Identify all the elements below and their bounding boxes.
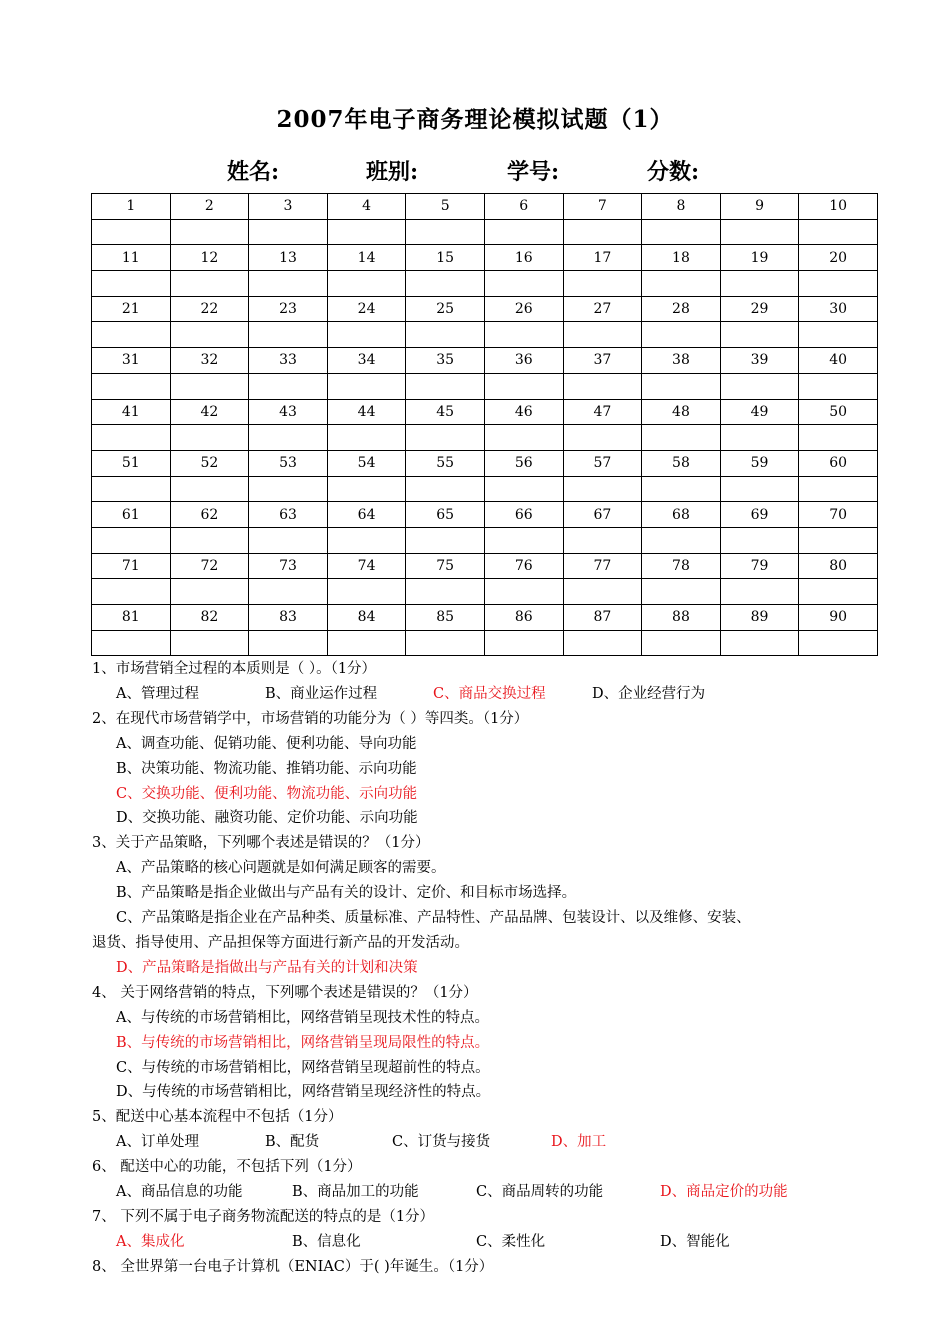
answer-cell[interactable] xyxy=(484,425,563,451)
answer-cell[interactable] xyxy=(799,219,878,245)
question-5-stem: 5、配送中心基本流程中不包括（1分） xyxy=(92,1109,343,1126)
question-number-cell: 30 xyxy=(799,296,878,322)
answer-cell[interactable] xyxy=(327,425,406,451)
question-number-cell: 7 xyxy=(563,194,642,220)
student-id-label: 学号: xyxy=(507,159,560,185)
question-number-cell: 23 xyxy=(249,296,328,322)
question-number-cell: 18 xyxy=(642,245,721,271)
answer-cell[interactable] xyxy=(642,630,721,656)
grid-answer-row xyxy=(92,579,878,605)
question-number-cell: 26 xyxy=(484,296,563,322)
question-number-cell: 25 xyxy=(406,296,485,322)
question-number-cell: 47 xyxy=(563,399,642,425)
question-number-cell: 39 xyxy=(720,348,799,374)
question-number-cell: 61 xyxy=(92,502,171,528)
question-number-cell: 86 xyxy=(484,605,563,631)
answer-cell[interactable] xyxy=(563,373,642,399)
q3-option-d: D、产品策略是指做出与产品有关的计划和决策 xyxy=(116,959,418,976)
question-number-cell: 40 xyxy=(799,348,878,374)
answer-cell[interactable] xyxy=(170,630,249,656)
question-number-cell: 36 xyxy=(484,348,563,374)
answer-cell[interactable] xyxy=(92,579,171,605)
answer-cell[interactable] xyxy=(170,373,249,399)
q1-option-c: C、商品交换过程 xyxy=(433,685,546,702)
question-number-cell: 60 xyxy=(799,450,878,476)
question-number-cell: 56 xyxy=(484,450,563,476)
grid-answer-row xyxy=(92,476,878,502)
answer-cell[interactable] xyxy=(642,425,721,451)
answer-cell[interactable] xyxy=(249,425,328,451)
q1-option-b: B、商业运作过程 xyxy=(265,685,378,702)
question-number-cell: 67 xyxy=(563,502,642,528)
question-number-cell: 57 xyxy=(563,450,642,476)
answer-cell[interactable] xyxy=(406,271,485,297)
q4-option-b: B、与传统的市场营销相比，网络营销呈现局限性的特点。 xyxy=(116,1034,490,1051)
grid-answer-row xyxy=(92,630,878,656)
question-number-cell: 50 xyxy=(799,399,878,425)
question-number-cell: 79 xyxy=(720,553,799,579)
grid-number-row xyxy=(92,194,878,220)
answer-cell[interactable] xyxy=(720,373,799,399)
answer-cell[interactable] xyxy=(799,527,878,553)
answer-cell[interactable] xyxy=(406,373,485,399)
answer-cell[interactable] xyxy=(799,322,878,348)
question-number-cell: 66 xyxy=(484,502,563,528)
q7-option-b: B、信息化 xyxy=(292,1233,361,1250)
answer-cell[interactable] xyxy=(563,322,642,348)
question-number-cell: 6 xyxy=(484,194,563,220)
q4-option-a: A、与传统的市场营销相比，网络营销呈现技术性的特点。 xyxy=(116,1009,489,1026)
answer-cell[interactable] xyxy=(799,476,878,502)
question-number-cell: 43 xyxy=(249,399,328,425)
q4-option-c: C、与传统的市场营销相比，网络营销呈现超前性的特点。 xyxy=(116,1059,490,1076)
answer-cell[interactable] xyxy=(170,322,249,348)
question-number-cell: 13 xyxy=(249,245,328,271)
answer-cell[interactable] xyxy=(720,271,799,297)
question-6-stem: 6、 配送中心的功能，不包括下列（1分） xyxy=(92,1159,362,1176)
answer-cell[interactable] xyxy=(563,476,642,502)
q2-option-b: B、决策功能、物流功能、推销功能、示向功能 xyxy=(116,760,417,777)
question-number-cell: 48 xyxy=(642,399,721,425)
answer-cell[interactable] xyxy=(170,219,249,245)
answer-cell[interactable] xyxy=(484,527,563,553)
answer-cell[interactable] xyxy=(406,425,485,451)
answer-cell[interactable] xyxy=(642,373,721,399)
question-number-cell: 49 xyxy=(720,399,799,425)
answer-cell[interactable] xyxy=(327,219,406,245)
answer-cell[interactable] xyxy=(327,630,406,656)
answer-cell[interactable] xyxy=(484,219,563,245)
grid-answer-row xyxy=(92,219,878,245)
grid-number-row xyxy=(92,450,878,476)
question-number-cell: 89 xyxy=(720,605,799,631)
question-number-cell: 78 xyxy=(642,553,721,579)
question-number-cell: 59 xyxy=(720,450,799,476)
answer-cell[interactable] xyxy=(484,322,563,348)
answer-cell[interactable] xyxy=(799,373,878,399)
q5-option-b: B、配货 xyxy=(265,1134,320,1151)
question-number-cell: 54 xyxy=(327,450,406,476)
answer-cell[interactable] xyxy=(799,630,878,656)
question-number-cell: 1 xyxy=(92,194,171,220)
answer-cell[interactable] xyxy=(406,630,485,656)
question-number-cell: 37 xyxy=(563,348,642,374)
question-number-cell: 24 xyxy=(327,296,406,322)
question-number-cell: 81 xyxy=(92,605,171,631)
q1-option-a: A、管理过程 xyxy=(116,685,199,702)
answer-cell[interactable] xyxy=(170,271,249,297)
question-number-cell: 80 xyxy=(799,553,878,579)
q1-option-d: D、企业经营行为 xyxy=(592,685,706,702)
grid-answer-row xyxy=(92,425,878,451)
question-number-cell: 44 xyxy=(327,399,406,425)
grid-number-row xyxy=(92,553,878,579)
question-number-cell: 27 xyxy=(563,296,642,322)
q2-option-c: C、交换功能、便利功能、物流功能、示向功能 xyxy=(116,785,418,802)
q7-option-a: A、集成化 xyxy=(116,1233,185,1250)
answer-cell[interactable] xyxy=(249,322,328,348)
grid-number-row xyxy=(92,399,878,425)
q3-option-b: B、产品策略是指企业做出与产品有关的设计、定价、和目标市场选择。 xyxy=(116,885,577,902)
answer-cell[interactable] xyxy=(642,322,721,348)
answer-cell[interactable] xyxy=(249,271,328,297)
answer-cell[interactable] xyxy=(249,630,328,656)
answer-cell[interactable] xyxy=(92,476,171,502)
question-number-cell: 21 xyxy=(92,296,171,322)
question-number-cell: 83 xyxy=(249,605,328,631)
grid-number-row xyxy=(92,296,878,322)
question-number-cell: 74 xyxy=(327,553,406,579)
answer-cell[interactable] xyxy=(563,527,642,553)
answer-cell[interactable] xyxy=(720,219,799,245)
answer-cell[interactable] xyxy=(170,527,249,553)
question-number-cell: 69 xyxy=(720,502,799,528)
answer-cell[interactable] xyxy=(720,425,799,451)
question-number-cell: 29 xyxy=(720,296,799,322)
question-number-cell: 84 xyxy=(327,605,406,631)
question-number-cell: 65 xyxy=(406,502,485,528)
answer-cell[interactable] xyxy=(92,373,171,399)
answer-cell[interactable] xyxy=(92,271,171,297)
answer-cell[interactable] xyxy=(642,527,721,553)
question-number-cell: 28 xyxy=(642,296,721,322)
answer-cell[interactable] xyxy=(720,322,799,348)
answer-cell[interactable] xyxy=(249,527,328,553)
question-number-cell: 71 xyxy=(92,553,171,579)
question-number-cell: 62 xyxy=(170,502,249,528)
q2-option-a: A、调查功能、促销功能、便利功能、导向功能 xyxy=(116,735,417,752)
question-6-options xyxy=(92,1180,882,1205)
question-number-cell: 75 xyxy=(406,553,485,579)
answer-cell[interactable] xyxy=(170,579,249,605)
answer-cell[interactable] xyxy=(484,630,563,656)
question-7-stem: 7、 下列不属于电子商务物流配送的特点的是（1分） xyxy=(92,1208,435,1225)
answer-cell[interactable] xyxy=(720,527,799,553)
question-number-cell: 64 xyxy=(327,502,406,528)
question-number-cell: 68 xyxy=(642,502,721,528)
q3-option-c-line1: C、产品策略是指企业在产品种类、质量标准、产品特性、产品品牌、包装设计、以及维修、安装、 xyxy=(116,910,751,927)
q6-option-a: A、商品信息的功能 xyxy=(116,1184,243,1201)
grid-number-row xyxy=(92,245,878,271)
answer-grid xyxy=(91,193,878,656)
question-1-options xyxy=(92,682,882,707)
answer-cell[interactable] xyxy=(563,271,642,297)
answer-cell[interactable] xyxy=(327,271,406,297)
question-number-cell: 45 xyxy=(406,399,485,425)
name-label: 姓名: xyxy=(227,159,280,185)
q6-option-c: C、商品周转的功能 xyxy=(476,1184,604,1201)
question-number-cell: 2 xyxy=(170,194,249,220)
question-number-cell: 90 xyxy=(799,605,878,631)
answer-cell[interactable] xyxy=(484,271,563,297)
question-number-cell: 19 xyxy=(720,245,799,271)
answer-cell[interactable] xyxy=(406,476,485,502)
answer-cell[interactable] xyxy=(92,322,171,348)
question-number-cell: 77 xyxy=(563,553,642,579)
answer-cell[interactable] xyxy=(563,579,642,605)
q3-option-c-line2: 退货、指导使用、产品担保等方面进行新产品的开发活动。 xyxy=(92,934,469,951)
q5-option-c: C、订货与接货 xyxy=(392,1134,491,1151)
question-number-cell: 16 xyxy=(484,245,563,271)
q6-option-d: D、商品定价的功能 xyxy=(660,1184,788,1201)
question-number-cell: 88 xyxy=(642,605,721,631)
question-number-cell: 72 xyxy=(170,553,249,579)
q7-option-d: D、智能化 xyxy=(660,1233,730,1250)
question-number-cell: 10 xyxy=(799,194,878,220)
question-4-stem: 4、 关于网络营销的特点，下列哪个表述是错误的？（1分） xyxy=(92,984,478,1001)
answer-cell[interactable] xyxy=(92,630,171,656)
question-number-cell: 41 xyxy=(92,399,171,425)
question-number-cell: 76 xyxy=(484,553,563,579)
answer-cell[interactable] xyxy=(327,579,406,605)
answer-cell[interactable] xyxy=(799,579,878,605)
answer-cell[interactable] xyxy=(720,630,799,656)
question-number-cell: 9 xyxy=(720,194,799,220)
questions xyxy=(92,657,882,1280)
answer-cell[interactable] xyxy=(327,476,406,502)
question-number-cell: 52 xyxy=(170,450,249,476)
answer-cell[interactable] xyxy=(406,579,485,605)
question-number-cell: 38 xyxy=(642,348,721,374)
score-label: 分数: xyxy=(647,159,700,185)
q6-option-b: B、商品加工的功能 xyxy=(292,1184,419,1201)
q4-option-d: D、与传统的市场营销相比，网络营销呈现经济性的特点。 xyxy=(116,1084,491,1101)
answer-cell[interactable] xyxy=(642,219,721,245)
answer-cell[interactable] xyxy=(327,322,406,348)
answer-cell[interactable] xyxy=(327,527,406,553)
question-2-stem: 2、在现代市场营销学中，市场营销的功能分为（ ）等四类。（1分） xyxy=(92,710,529,727)
answer-cell[interactable] xyxy=(563,219,642,245)
question-number-cell: 3 xyxy=(249,194,328,220)
question-number-cell: 51 xyxy=(92,450,171,476)
grid-number-row xyxy=(92,605,878,631)
q5-option-a: A、订单处理 xyxy=(116,1134,199,1151)
question-number-cell: 46 xyxy=(484,399,563,425)
answer-cell[interactable] xyxy=(249,476,328,502)
question-number-cell: 53 xyxy=(249,450,328,476)
answer-cell[interactable] xyxy=(327,373,406,399)
question-number-cell: 15 xyxy=(406,245,485,271)
answer-cell[interactable] xyxy=(642,476,721,502)
answer-cell[interactable] xyxy=(92,527,171,553)
answer-cell[interactable] xyxy=(484,373,563,399)
question-number-cell: 17 xyxy=(563,245,642,271)
question-number-cell: 12 xyxy=(170,245,249,271)
question-number-cell: 35 xyxy=(406,348,485,374)
answer-cell[interactable] xyxy=(92,425,171,451)
question-number-cell: 87 xyxy=(563,605,642,631)
answer-cell[interactable] xyxy=(484,476,563,502)
question-number-cell: 42 xyxy=(170,399,249,425)
answer-cell[interactable] xyxy=(563,630,642,656)
question-number-cell: 11 xyxy=(92,245,171,271)
page-title: 2007年电子商务理论模拟试题（1） xyxy=(276,106,674,133)
question-7-options xyxy=(92,1230,882,1255)
answer-cell[interactable] xyxy=(249,579,328,605)
answer-cell[interactable] xyxy=(642,271,721,297)
question-number-cell: 22 xyxy=(170,296,249,322)
grid-number-row xyxy=(92,502,878,528)
question-number-cell: 5 xyxy=(406,194,485,220)
answer-cell[interactable] xyxy=(92,219,171,245)
student-info xyxy=(0,155,950,185)
answer-cell[interactable] xyxy=(799,271,878,297)
question-number-cell: 32 xyxy=(170,348,249,374)
question-number-cell: 55 xyxy=(406,450,485,476)
answer-cell[interactable] xyxy=(799,425,878,451)
grid-number-row xyxy=(92,348,878,374)
answer-cell[interactable] xyxy=(249,219,328,245)
answer-cell[interactable] xyxy=(170,476,249,502)
answer-cell[interactable] xyxy=(406,219,485,245)
q3-option-a: A、产品策略的核心问题就是如何满足顾客的需要。 xyxy=(116,860,446,877)
question-number-cell: 82 xyxy=(170,605,249,631)
grid-answer-row xyxy=(92,271,878,297)
question-3-stem: 3、关于产品策略，下列哪个表述是错误的？（1分） xyxy=(92,835,430,852)
question-number-cell: 70 xyxy=(799,502,878,528)
question-8-stem: 8、 全世界第一台电子计算机（ENIAC）于( )年诞生。（1分） xyxy=(92,1258,494,1275)
question-number-cell: 58 xyxy=(642,450,721,476)
answer-cell[interactable] xyxy=(720,476,799,502)
question-number-cell: 73 xyxy=(249,553,328,579)
answer-cell[interactable] xyxy=(720,579,799,605)
question-number-cell: 20 xyxy=(799,245,878,271)
answer-cell[interactable] xyxy=(563,425,642,451)
answer-cell[interactable] xyxy=(484,579,563,605)
grid-answer-row xyxy=(92,322,878,348)
question-number-cell: 8 xyxy=(642,194,721,220)
answer-cell[interactable] xyxy=(406,527,485,553)
question-number-cell: 34 xyxy=(327,348,406,374)
grid-answer-row xyxy=(92,373,878,399)
q7-option-c: C、柔性化 xyxy=(476,1233,546,1250)
question-5-options xyxy=(92,1130,882,1155)
question-1-stem: 1、市场营销全过程的本质则是（ ）。（1分） xyxy=(92,661,377,677)
answer-cell[interactable] xyxy=(170,425,249,451)
question-number-cell: 33 xyxy=(249,348,328,374)
question-number-cell: 14 xyxy=(327,245,406,271)
question-number-cell: 31 xyxy=(92,348,171,374)
answer-cell[interactable] xyxy=(406,322,485,348)
question-number-cell: 4 xyxy=(327,194,406,220)
answer-cell[interactable] xyxy=(249,373,328,399)
answer-cell[interactable] xyxy=(642,579,721,605)
q5-option-d: D、加工 xyxy=(551,1134,607,1151)
class-label: 班别: xyxy=(366,159,419,185)
grid-answer-row xyxy=(92,527,878,553)
question-number-cell: 85 xyxy=(406,605,485,631)
question-number-cell: 63 xyxy=(249,502,328,528)
q2-option-d: D、交换功能、融资功能、定价功能、示向功能 xyxy=(116,810,418,827)
